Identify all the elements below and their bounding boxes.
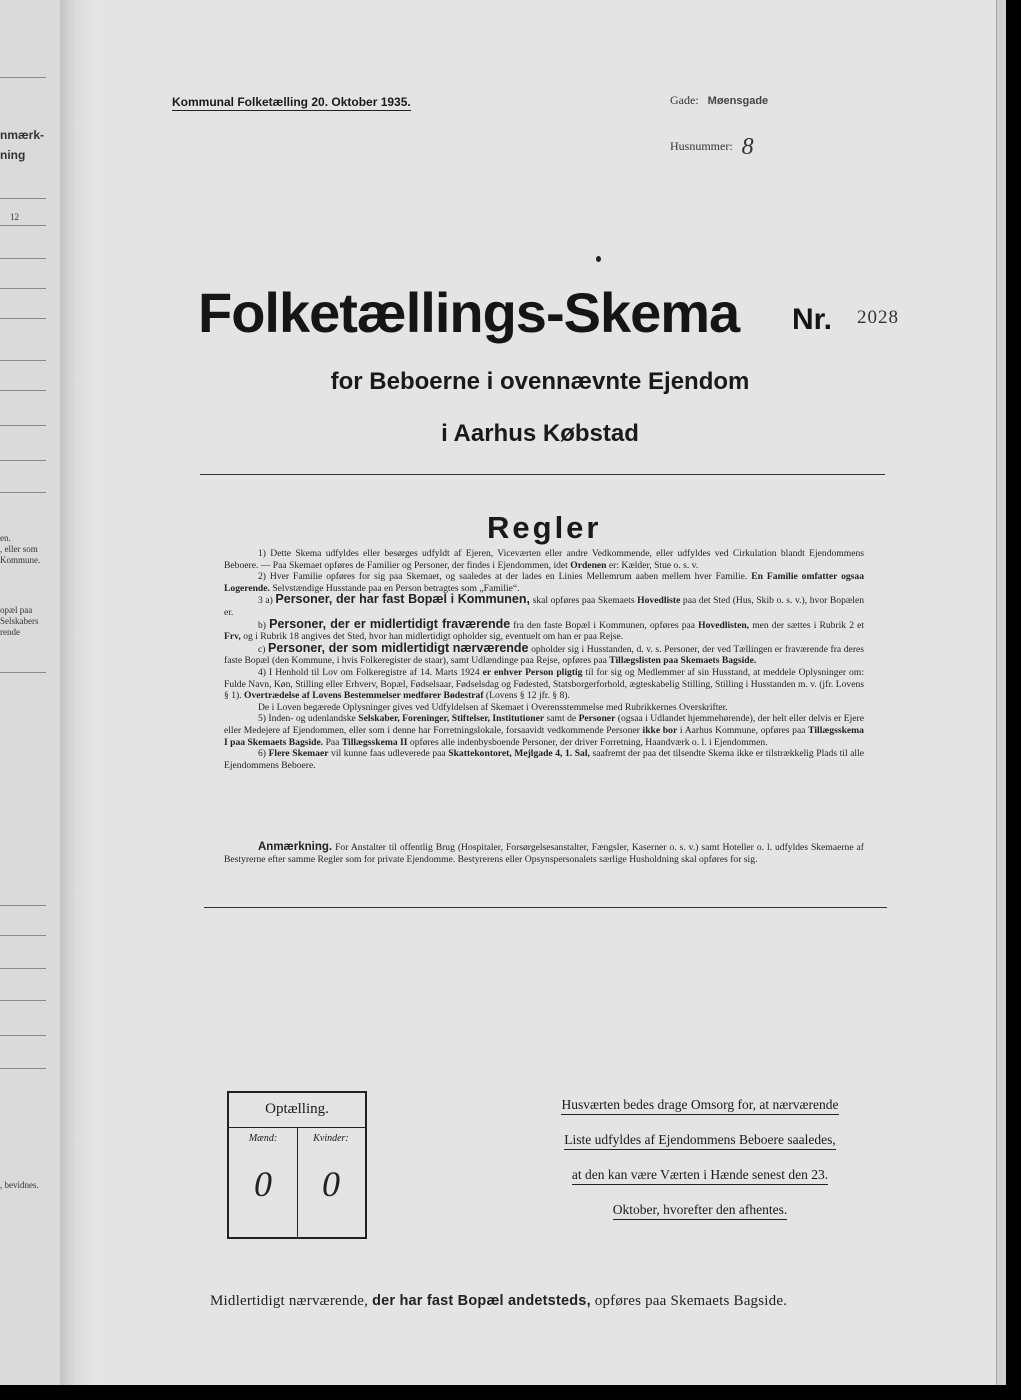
left-heading-2: ning xyxy=(0,148,26,162)
ruled-line xyxy=(0,318,46,319)
rule-2: 2) Hver Familie opføres for sig paa Skemaet, og saaledes at der lades en Linies Mellemrum aaben mellem hver Familie. En Familie omfatter ogsaa Logerende. Selvstændige Husstande paa en Person betragtes som „Familie“. xyxy=(224,571,864,594)
women-label: Kvinder: xyxy=(313,1133,349,1144)
ruled-line xyxy=(0,968,46,969)
rule-1: 1) Dette Skema udfyldes eller besørges udfyldt af Ejeren, Viceværten eller andre Vedkommende, eller udfyldes ved Cirkulation blandt Ejendommens Beboere. — Paa Skemaet opføres de Familier og Personer, der findes i Ejendommen, idet Ordenen er: Kælder, Stue o. s. v. xyxy=(224,548,864,571)
notice-line: Husværten bedes drage Omsorg for, at nærværende xyxy=(535,1097,865,1113)
ink-dot xyxy=(596,256,601,262)
left-text: Kommune. xyxy=(0,555,41,565)
left-text: opæl paa xyxy=(0,605,33,615)
number-label: Nr. xyxy=(792,303,833,336)
ruled-line xyxy=(0,1068,46,1069)
women-count: 0 xyxy=(322,1164,340,1204)
page-edge xyxy=(996,0,1006,1385)
left-column-number: 12 xyxy=(10,212,19,222)
page-fold xyxy=(60,0,100,1385)
left-text: , bevidnes. xyxy=(0,1180,39,1190)
street-row xyxy=(670,93,768,108)
ruled-line xyxy=(0,935,46,936)
divider xyxy=(204,907,887,908)
rule-6: 6) Flere Skemaer vil kunne faas udleverede paa Skattekontoret, Mejlgade 4, 1. Sal, saafremt der paa det tilsendte Skema ikke er tilstrækkelig Plads til alle Ejendommens Beboere. xyxy=(224,748,865,771)
ruled-line xyxy=(0,360,46,361)
footer-note: Midlertidigt nærværende, der har fast Bopæl andetsteds, opføres paa Skemaets Bagside. xyxy=(210,1293,788,1309)
house-number-label: Husnummer: xyxy=(670,139,733,153)
rule-4: 4) I Henhold til Lov om Folkeregistre af 14. Marts 1924 er enhver Person pligtig til for sig og Medlemmer af sin Husstand, at meddele Oplysninger om: Fulde Navn, Køn, Stilling eller Erhverv, Bopæl, Fødselsaar, Fødselsdag og Fødested, Statsborgerforhold, ægteskabelig Stilling, Stilling i Husstanden m. v. (jfr. Lovens § 1). Overtrædelse af Lovens Bestemmelser medfører Bødestraf (Lovens § 12 jfr. § 8). xyxy=(224,666,864,702)
men-label: Mænd: xyxy=(248,1133,278,1144)
rules-text xyxy=(224,548,864,771)
form-location: i Aarhus Købstad xyxy=(441,420,639,447)
ruled-line xyxy=(0,905,46,906)
ruled-line xyxy=(0,1035,46,1036)
rule-4b: De i Loven begærede Oplysninger gives ved Udfyldelsen af Skemaet i Overensstemmelse med Rubrikkernes Overskrifter. xyxy=(258,701,728,713)
ruled-line xyxy=(0,225,46,226)
left-text: , eller som xyxy=(0,544,38,554)
street-value: Møensgade xyxy=(707,95,769,107)
note-text: For Anstalter til offentlig Brug (Hospitaler, Forsørgelsesanstalter, Fængsler, Kaserner o. s. v.) samt Hoteller o. l. udfyldes Skemaerne af Bestyrerne efter samme Regler som for private Ejendomme. Bestyrerens eller Opsynspersonalets særlige Husholdning skal opføres for sig. xyxy=(224,842,864,865)
form-subtitle: for Beboerne i ovennævnte Ejendom xyxy=(330,368,750,395)
ruled-line xyxy=(0,77,46,78)
rule-3c: c) Personer, der som midlertidigt nærværende opholder sig i Husstanden, d. v. s. Personer, der ved Tællingen er fraværende fra deres faste Bopæl (den Kommune, i hvis Folkeregister de staar), samt Udlændinge paa Rejse, opføres paa Tillægslisten paa Skemaets Bagside. xyxy=(224,640,864,667)
ruled-line xyxy=(0,460,46,461)
rule-3a: 3 a) Personer, der har fast Bopæl i Kommunen, skal opføres paa Skemaets Hovedliste paa det Sted (Hus, Skib o. s. v.), hvor Bopælen er. xyxy=(224,592,864,618)
left-text: rende xyxy=(0,627,20,637)
rules-heading: Regler xyxy=(487,510,602,545)
notice-line: at den kan være Værten i Hænde senest den 23. xyxy=(535,1167,865,1183)
ruled-line xyxy=(0,258,46,259)
note xyxy=(224,842,864,865)
divider xyxy=(200,474,885,475)
ruled-line xyxy=(0,288,46,289)
note-label: Anmærkning. xyxy=(258,841,333,853)
count-box xyxy=(227,1091,367,1239)
form-title: Folketællings-Skema xyxy=(198,281,740,344)
notice-line: Oktober, hvorefter den afhentes. xyxy=(535,1202,865,1218)
left-text: en. xyxy=(0,533,11,543)
census-header: Kommunal Folketælling 20. Oktober 1935. xyxy=(172,95,411,109)
notice-line: Liste udfyldes af Ejendommens Beboere saaledes, xyxy=(535,1132,865,1148)
street-label: Gade: xyxy=(670,93,699,107)
ruled-line xyxy=(0,672,46,673)
men-count: 0 xyxy=(254,1164,272,1204)
ruled-line xyxy=(0,1000,46,1001)
left-text: Selskabers xyxy=(0,616,39,626)
left-facing-page xyxy=(0,0,61,1385)
house-number-value: 8 xyxy=(741,134,754,160)
form-number: 2028 xyxy=(857,307,899,328)
ruled-line xyxy=(0,198,46,199)
left-heading-1: nmærk- xyxy=(0,128,45,142)
rule-5: 5) Inden- og udenlandske Selskaber, Foreninger, Stiftelser, Institutioner samt de Personer (ogsaa i Udlandet hjemmehørende), der helt eller delvis er Ejere eller Medejere af Ejendommen, eller som i denne har Forretningslokale, forsaavidt vedkommende Personer ikke bor i Aarhus Kommune, opføres paa Tillægsskema I paa Skemaets Bagside. Paa Tillægsskema II opføres alle indenbysboende Personer, der driver Forretning, Haandværk o. l. i Ejendommen. xyxy=(224,713,865,748)
count-title: Optælling. xyxy=(265,1101,329,1117)
house-number-row xyxy=(670,130,754,160)
rule-3b: b) Personer, der er midlertidigt fraværende fra den faste Bopæl i Kommunen, opføres paa Hovedlisten, men der sættes i Rubrik 2 et Frv, og i Rubrik 18 angives det Sted, hvor han midlertidigt opholder sig, eventuelt om han er paa Rejse. xyxy=(224,616,865,643)
ruled-line xyxy=(0,492,46,493)
